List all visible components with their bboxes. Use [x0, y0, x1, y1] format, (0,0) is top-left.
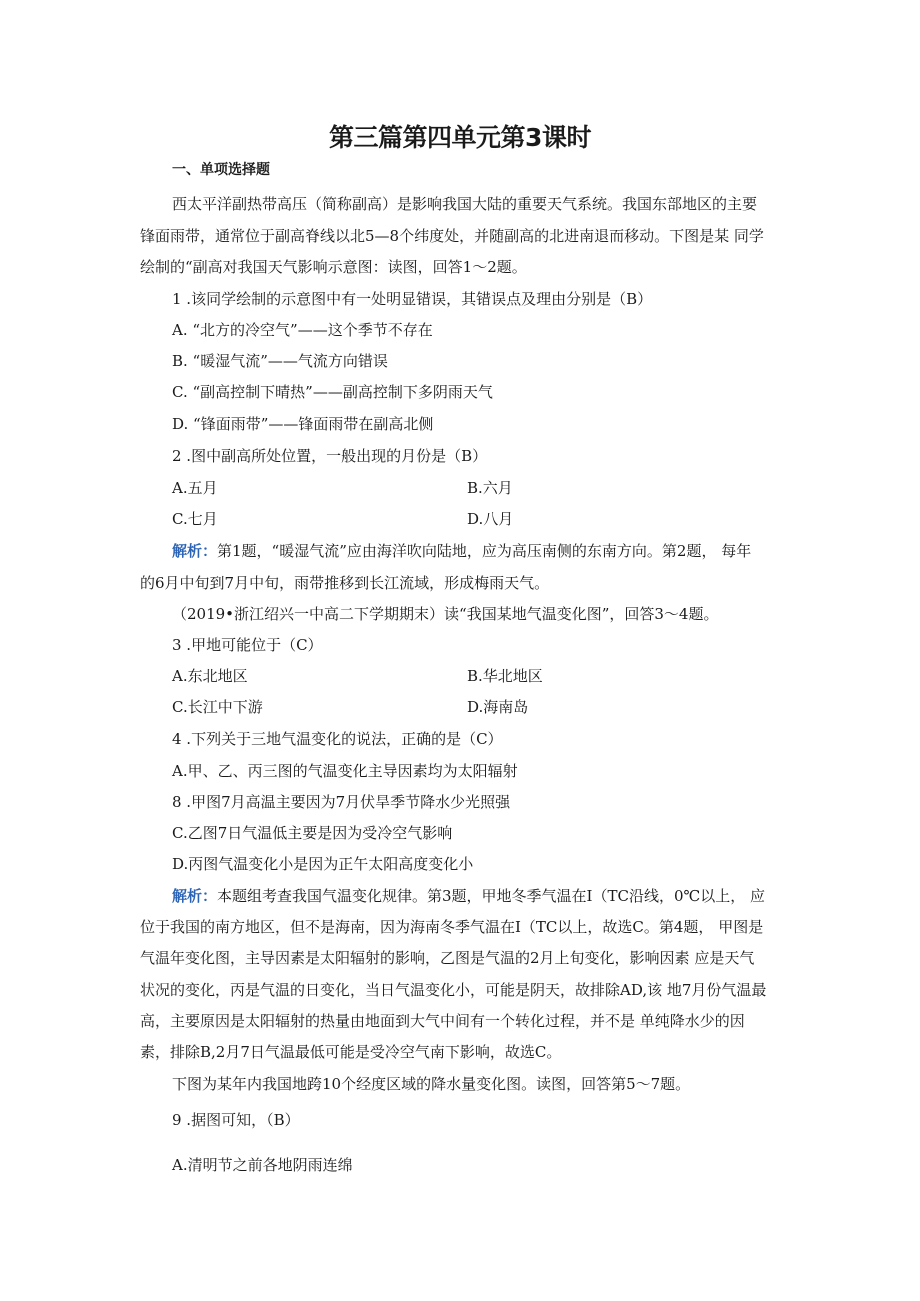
analysis2-line4: 状况的变化，丙是气温的日变化，当日气温变化小，可能是阴天，故排除AD,该 地7月份气温最: [140, 981, 767, 999]
q1-option-c: C. “副高控制下晴热”——副高控制下多阴雨天气: [172, 383, 493, 401]
q3-option-b: B.华北地区: [467, 667, 543, 685]
q4-option-b: 8 .甲图7月高温主要因为7月伏旱季节降水少光照强: [172, 793, 511, 811]
analysis-label: 解析：: [172, 542, 218, 560]
q2-option-a: A.五月: [172, 479, 218, 497]
page-title: 第三篇第四单元第3课时: [329, 123, 591, 152]
q2-option-b: B.六月: [467, 479, 513, 497]
analysis1-line1: [172, 541, 751, 561]
q9-stem: 9 .据图可知，（B）: [172, 1111, 300, 1129]
analysis2-line5: 高，主要原因是太阳辐射的热量由地面到大气中间有一个转化过程，并不是 单纯降水少的因: [140, 1012, 745, 1030]
q4-option-c: C.乙图7日气温低主要是因为受冷空气影响: [172, 824, 453, 842]
intro1-line1: 西太平洋副热带高压（简称副高）是影响我国大陆的重要天气系统。我国东部地区的主要: [172, 195, 758, 213]
q3-option-a: A.东北地区: [172, 667, 248, 685]
q3-option-c: C.长江中下游: [172, 698, 263, 716]
q3-option-d: D.海南岛: [467, 698, 529, 716]
q4-stem: 4 .下列关于三地气温变化的说法，正确的是（C）: [172, 730, 503, 748]
q9-option-a: A.清明节之前各地阴雨连绵: [172, 1156, 353, 1174]
intro3: 下图为某年内我国地跨10个经度区域的降水量变化图。读图，回答第5～7题。: [172, 1075, 691, 1093]
q4-option-a: A.甲、乙、丙三图的气温变化主导因素均为太阳辐射: [172, 762, 518, 780]
intro2: （2019•浙江绍兴一中高二下学期期末）读“我国某地气温变化图”，回答3～4题。: [172, 605, 719, 623]
q1-stem: 1 .该同学绘制的示意图中有一处明显错误，其错误点及理由分别是（B）: [172, 290, 653, 308]
q2-option-d: D.八月: [467, 510, 514, 528]
analysis2-text: 本题组考查我国气温变化规律。第3题，甲地冬季气温在I（TC沿线，0℃以上， 应: [217, 887, 766, 905]
q2-option-c: C.七月: [172, 510, 218, 528]
q1-option-a: A. “北方的冷空气”——这个季节不存在: [172, 321, 433, 339]
intro1-line3: 绘制的“副高对我国天气影响示意图：读图，回答1～2题。: [140, 258, 527, 276]
analysis2-line1: [172, 886, 765, 906]
q3-stem: 3 .甲地可能位于（C）: [172, 636, 323, 654]
analysis2-line3: 气温年变化图，主导因素是太阳辐射的影响，乙图是气温的2月上旬变化，影响因素 应是天气: [140, 949, 755, 967]
analysis2-line2: 位于我国的南方地区，但不是海南，因为海南冬季气温在I（TC以上，故选C。第4题， 甲图是: [140, 918, 764, 936]
q2-stem: 2 .图中副高所处位置，一般出现的月份是（B）: [172, 447, 488, 465]
q1-option-d: D. “锋面雨带”——锋面雨带在副高北侧: [172, 415, 434, 433]
intro1-line2: 锋面雨带，通常位于副高脊线以北5—8个纬度处，并随副高的北进南退而移动。下图是某 同学: [140, 227, 764, 245]
section-heading: 一、单项选择题: [172, 162, 270, 178]
analysis1-line2: 的6月中旬到7月中旬，雨带推移到长江流域，形成梅雨天气。: [140, 574, 550, 592]
q1-option-b: B. “暖湿气流”——气流方向错误: [172, 352, 388, 370]
q4-option-d: D.丙图气温变化小是因为正午太阳高度变化小: [172, 855, 474, 873]
analysis2-line6: 素，排除B,2月7日气温最低可能是受冷空气南下影响，故选C。: [140, 1043, 562, 1061]
analysis1-text: 第1题，“暖湿气流”应由海洋吹向陆地，应为高压南侧的东南方向。第2题， 每年: [217, 542, 752, 560]
analysis-label: 解析：: [172, 887, 218, 905]
